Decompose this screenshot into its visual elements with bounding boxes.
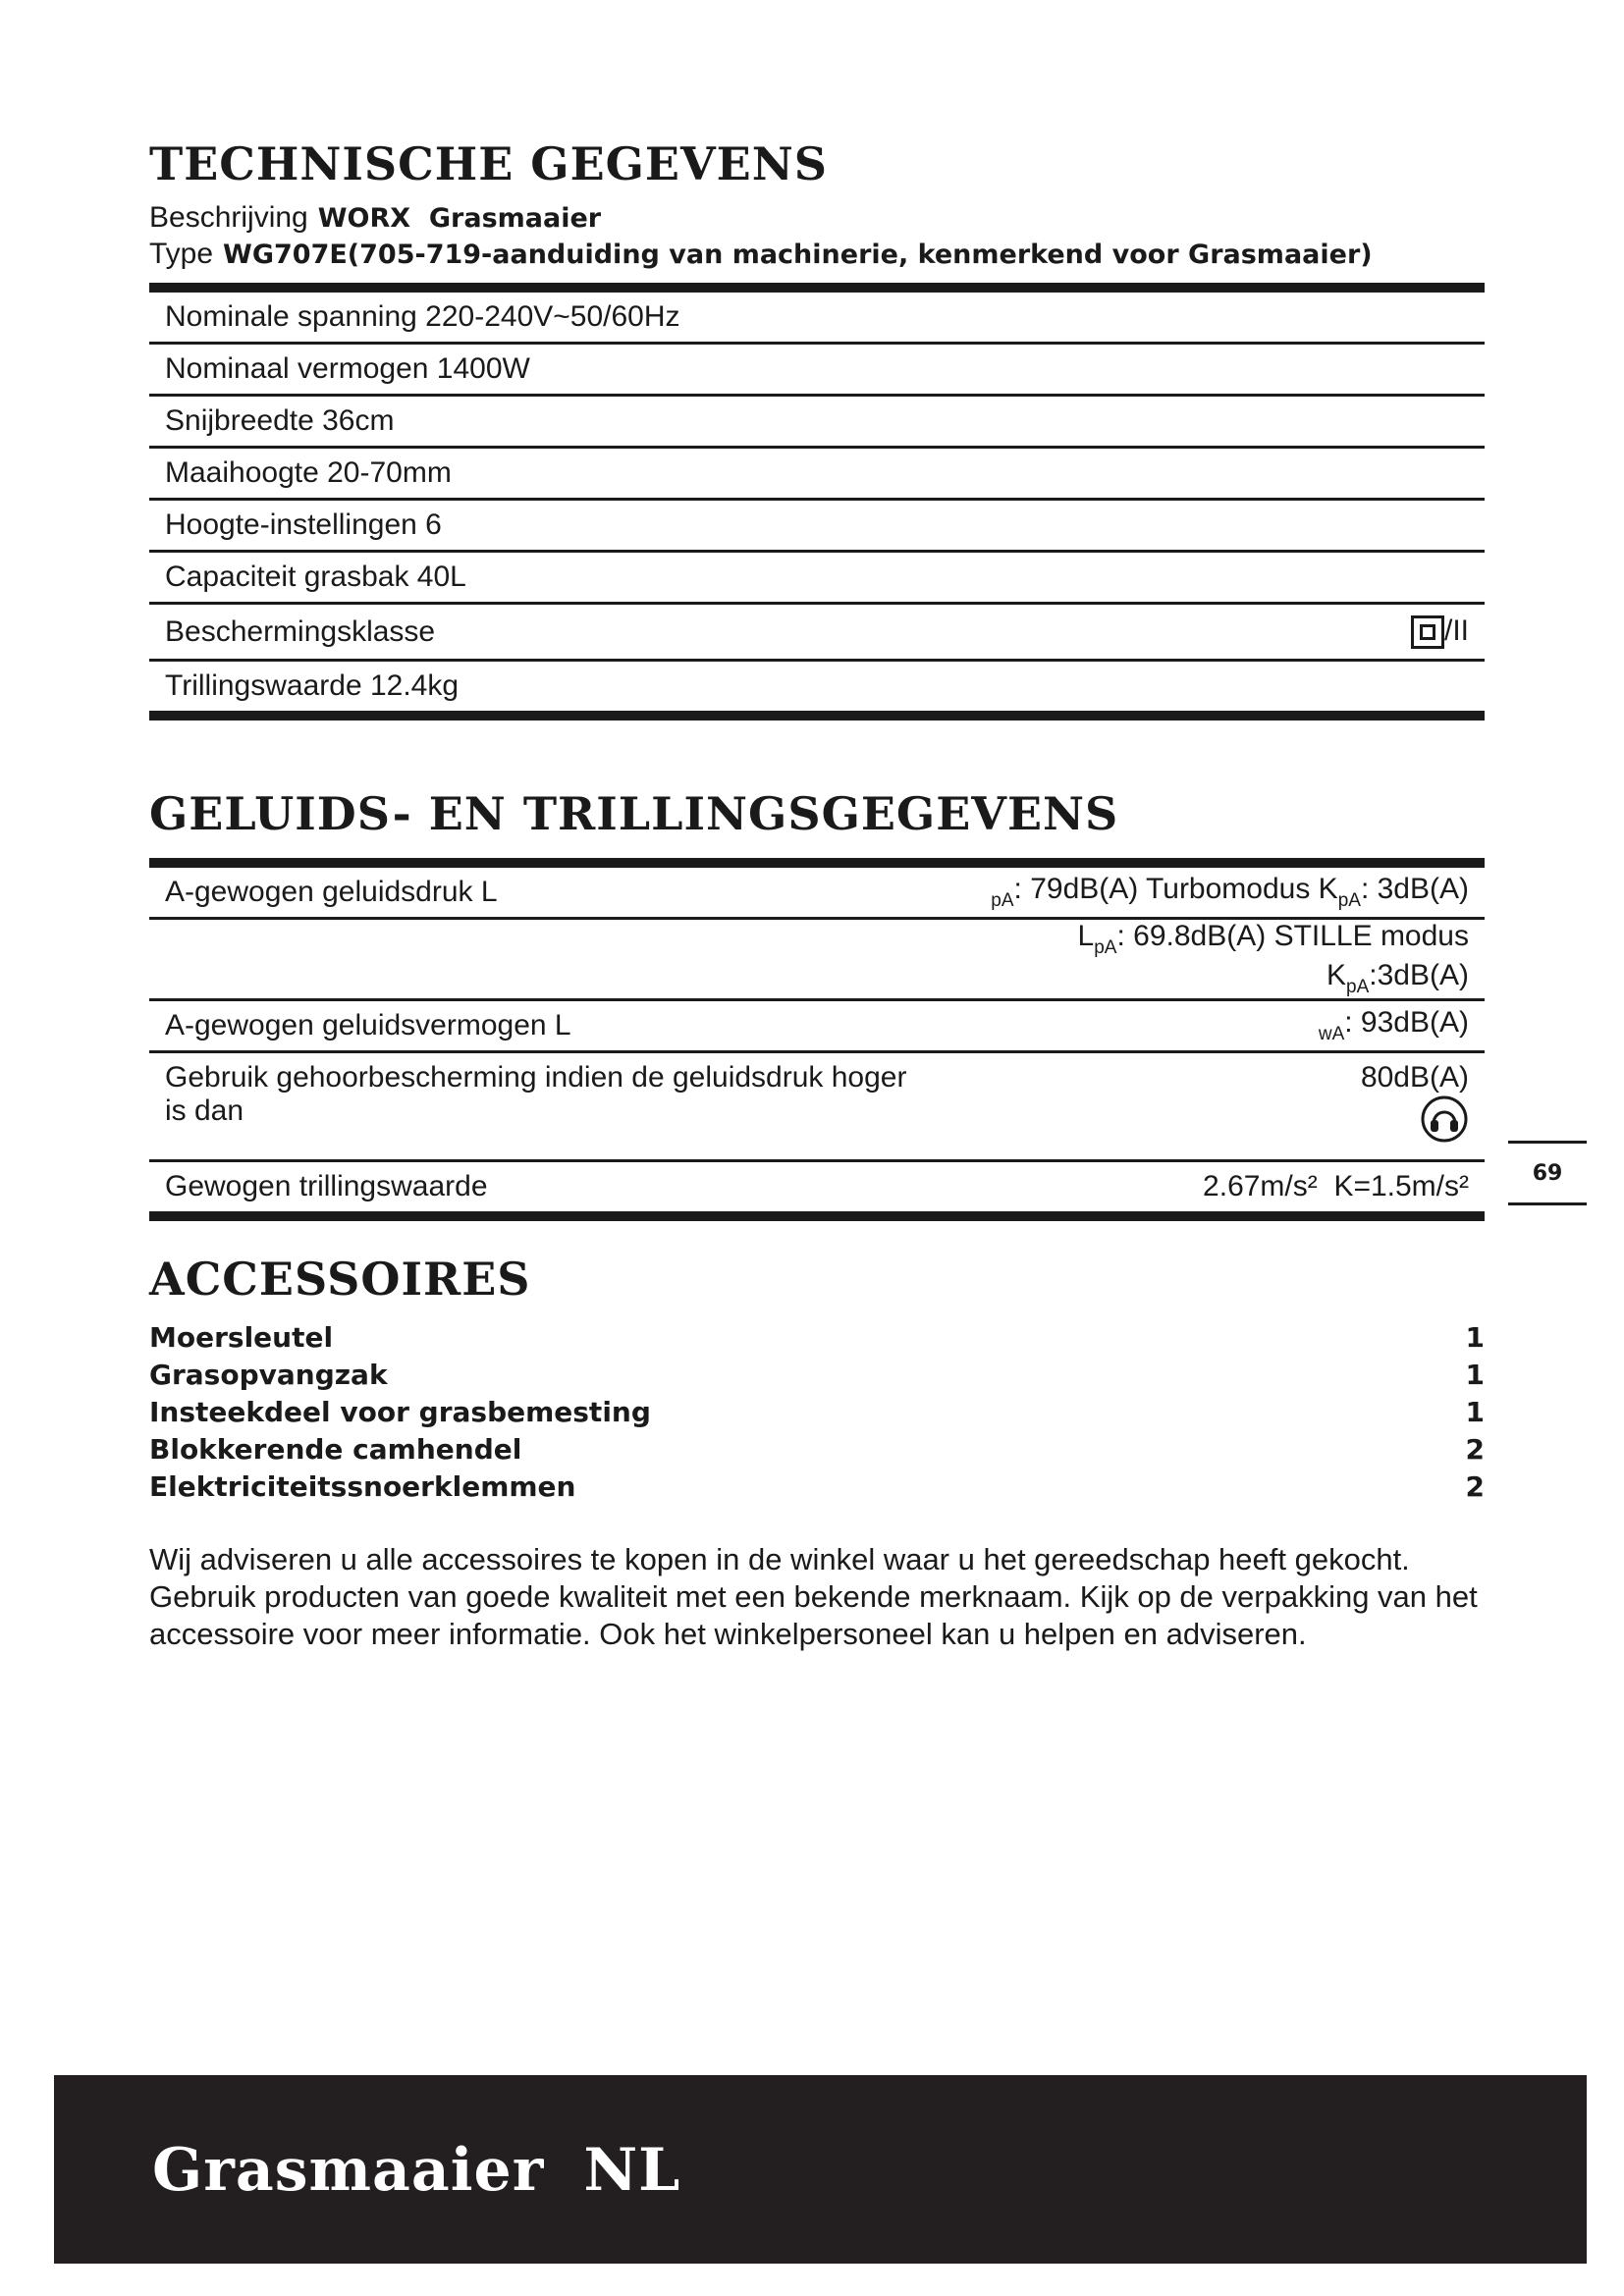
spec-row — [149, 288, 1485, 344]
list-item: Insteekdeel voor grasbemesting 1 — [149, 1396, 1485, 1428]
footer-product: Grasmaaier — [152, 2136, 545, 2205]
spec-cell: Beschermingsklasse — [149, 604, 1297, 661]
description-line — [149, 200, 1485, 237]
list-item: Moersleutel 1 — [149, 1321, 1485, 1354]
footer-language: NL — [583, 2136, 681, 2205]
noise-section — [149, 787, 1485, 1221]
footer-title — [152, 2136, 680, 2205]
spec-row — [149, 448, 1485, 500]
noise-label: A-gewogen geluidsvermogen L — [149, 1000, 944, 1052]
technical-section — [149, 137, 1485, 721]
spec-cell: Nominaal vermogen 1400W — [149, 344, 1297, 396]
noise-label: Gewogen trillingswaarde — [149, 1161, 944, 1217]
spec-cell: Capaciteit grasbak 40L — [149, 552, 1297, 604]
spec-cell: Hoogte-instellingen 6 — [149, 500, 1297, 552]
footer-bar — [54, 2075, 1587, 2264]
class-ii-icon — [1411, 615, 1444, 649]
noise-row — [149, 863, 1485, 919]
accessories-advice: Wij adviseren u alle accessoires te kopen in de winkel waar u het gereedschap heeft gekocht. Gebruik producten van goede kwaliteit met een bekende merknaam. Kijk op de verpakking van het accessoire voor meer informatie. Ook het winkelpersoneel kan u helpen en adviseren. — [149, 1542, 1478, 1651]
spec-table — [149, 283, 1485, 721]
description-label: Beschrijving — [149, 201, 308, 234]
spec-cell: Snijbreedte 36cm — [149, 396, 1297, 448]
spec-row — [149, 552, 1485, 604]
type-line — [149, 237, 1485, 273]
technical-heading: TECHNISCHE GEGEVENS — [149, 137, 829, 190]
protection-suffix: /II — [1443, 614, 1469, 647]
noise-row — [149, 1161, 1485, 1217]
spec-cell: Nominale spanning 220-240V~50/60Hz — [149, 288, 1297, 344]
noise-value: 80dB(A) — [1360, 1061, 1469, 1094]
type-value: WG707E(705-719-aanduiding van machinerie, kenmerkend voor Grasmaaier) — [223, 240, 1373, 270]
accessories-heading: ACCESSOIRES — [149, 1253, 531, 1306]
noise-value: 2.67m/s² K=1.5m/s² — [944, 1161, 1485, 1217]
noise-table — [149, 858, 1485, 1221]
spec-row — [149, 500, 1485, 552]
spec-row — [149, 344, 1485, 396]
spec-row — [149, 604, 1485, 661]
noise-value: $_{pA}$: 79dB(A) Turbomodus $K_{pA}$: 3dB(A) — [944, 863, 1485, 919]
spec-row — [149, 661, 1485, 717]
page-number: 69 — [1508, 1141, 1587, 1205]
spec-cell: Trillingswaarde 12.4kg — [149, 661, 1297, 717]
spec-row — [149, 396, 1485, 448]
noise-label: Gebruik gehoorbescherming indien de geluidsdruk hoger is dan — [149, 1052, 944, 1161]
noise-value: $_{wA}$: 93dB(A) — [944, 1000, 1485, 1052]
list-item: Grasopvangzak 1 — [149, 1359, 1485, 1391]
spec-cell: Maaihoogte 20-70mm — [149, 448, 1297, 500]
noise-row — [149, 919, 1485, 1000]
description-value: WORX Grasmaaier — [317, 203, 602, 234]
list-item: Blokkerende camhendel 2 — [149, 1433, 1485, 1466]
ear-protection-icon — [1420, 1095, 1469, 1144]
noise-row — [149, 1052, 1485, 1161]
list-item: Elektriciteitssnoerklemmen 2 — [149, 1470, 1485, 1503]
noise-label: A-gewogen geluidsdruk L — [149, 863, 944, 919]
noise-value: $L_{pA}$: 69.8dB(A) STILLE modus $K_{pA}:3dB(A)$ — [944, 919, 1485, 1000]
noise-row — [149, 1000, 1485, 1052]
type-label: Type — [149, 238, 214, 270]
accessory-list — [149, 1319, 1485, 1506]
noise-heading: GELUIDS- EN TRILLINGSGEGEVENS — [149, 787, 1119, 840]
accessories-section — [149, 1253, 1485, 1683]
